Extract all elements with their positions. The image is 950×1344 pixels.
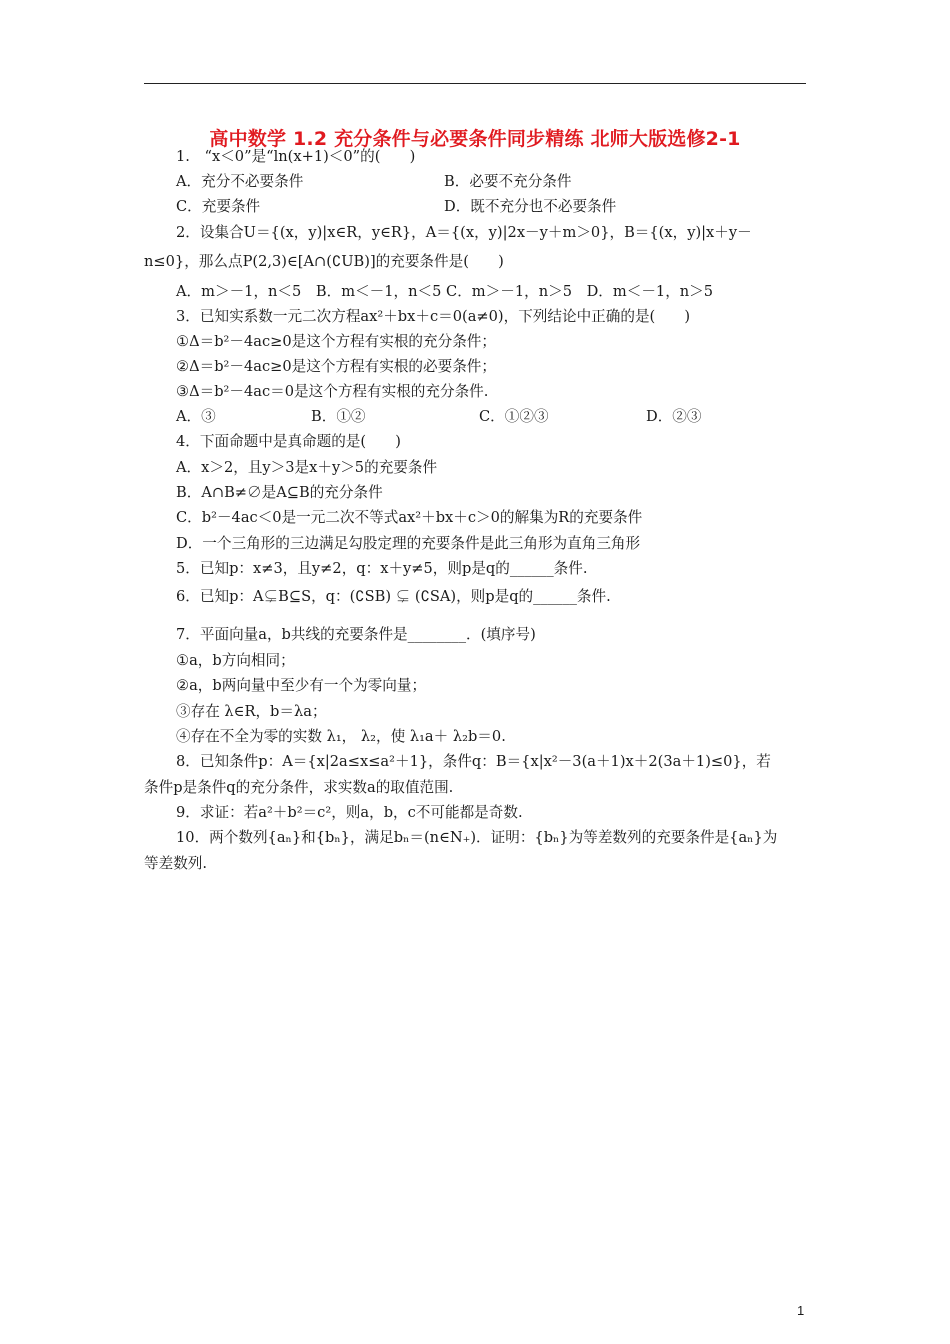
q1-option-b: B．必要不充分条件	[444, 173, 572, 190]
header-rule	[144, 83, 806, 84]
q7-item-4: ④存在不全为零的实数 λ₁， λ₂，使 λ₁a＋ λ₂b＝0.	[176, 728, 506, 745]
q2-options: A．m＞－1，n＜5 B．m＜－1，n＜5 C．m＞－1，n＞5 D．m＜－1，n＞5	[176, 283, 714, 300]
q2-stem-line1: 2．设集合U＝{(x，y)|x∈R，y∈R}，A＝{(x，y)|2x－y＋m＞0}，B＝{(x，y)|x＋y－	[176, 224, 752, 241]
q8-stem-line2: 条件p是条件q的充分条件，求实数a的取值范围.	[144, 779, 454, 796]
q2-stem-line2: n≤0}，那么点P(2,3)∈[A∩(∁UB)]的充要条件是( )	[144, 253, 504, 270]
q7-item-1: ①a，b方向相同；	[176, 652, 295, 669]
q1-option-c: C．充要条件	[176, 198, 261, 215]
q3-statement-1: ①Δ＝b²－4ac≥0是这个方程有实根的充分条件；	[176, 333, 496, 350]
q4-option-b: B．A∩B≠∅是A⊆B的充分条件	[176, 484, 383, 501]
q4-option-a: A．x＞2，且y＞3是x＋y＞5的充要条件	[176, 459, 438, 476]
q1-option-d: D．既不充分也不必要条件	[444, 198, 617, 215]
q3-option-a: A．③	[176, 408, 216, 425]
q3-statement-3: ③Δ＝b²－4ac＝0是这个方程有实根的充分条件.	[176, 383, 489, 400]
q8-stem-line1: 8．已知条件p：A＝{x|2a≤x≤a²＋1}，条件q：B＝{x|x²－3(a＋1)x＋2(3a＋1)≤0}，若	[176, 753, 771, 770]
page-number: 1	[797, 1303, 805, 1318]
q10-stem-line1: 10．两个数列{aₙ}和{bₙ}，满足bₙ＝(n∈N₊)．证明：{bₙ}为等差数列的充要条件是{aₙ}为	[176, 829, 778, 846]
q3-option-d: D．②③	[646, 408, 702, 425]
q1-option-a: A．充分不必要条件	[176, 173, 304, 190]
q3-statement-2: ②Δ＝b²－4ac≥0是这个方程有实根的必要条件；	[176, 358, 496, 375]
q6-stem: 6．已知p：A⊊B⊆S，q：(∁SB) ⊊ (∁SA)，则p是q的______条件.	[176, 588, 611, 605]
page-title: 高中数学 1.2 充分条件与必要条件同步精练 北师大版选修2-1	[209, 128, 741, 150]
q10-stem-line2: 等差数列.	[144, 855, 208, 872]
q4-stem: 4．下面命题中是真命题的是( )	[176, 433, 401, 450]
q3-option-b: B．①②	[311, 408, 366, 425]
q4-option-d: D．一个三角形的三边满足勾股定理的充要条件是此三角形为直角三角形	[176, 535, 641, 552]
q7-item-3: ③存在 λ∈R，b＝λa；	[176, 703, 327, 720]
q7-item-2: ②a，b两向量中至少有一个为零向量；	[176, 677, 427, 694]
q7-stem: 7．平面向量a，b共线的充要条件是________．(填序号)	[176, 626, 536, 643]
q4-option-c: C．b²－4ac＜0是一元二次不等式ax²＋bx＋c＞0的解集为R的充要条件	[176, 509, 643, 526]
q9-stem: 9．求证：若a²＋b²＝c²，则a，b，c不可能都是奇数.	[176, 804, 523, 821]
q3-stem: 3．已知实系数一元二次方程ax²＋bx＋c＝0(a≠0)，下列结论中正确的是( )	[176, 308, 691, 325]
q5-stem: 5．已知p：x≠3，且y≠2，q：x＋y≠5，则p是q的______条件.	[176, 560, 588, 577]
q3-option-c: C．①②③	[479, 408, 549, 425]
q1-stem: 1. “x＜0”是“ln(x+1)＜0”的( )	[176, 148, 416, 165]
